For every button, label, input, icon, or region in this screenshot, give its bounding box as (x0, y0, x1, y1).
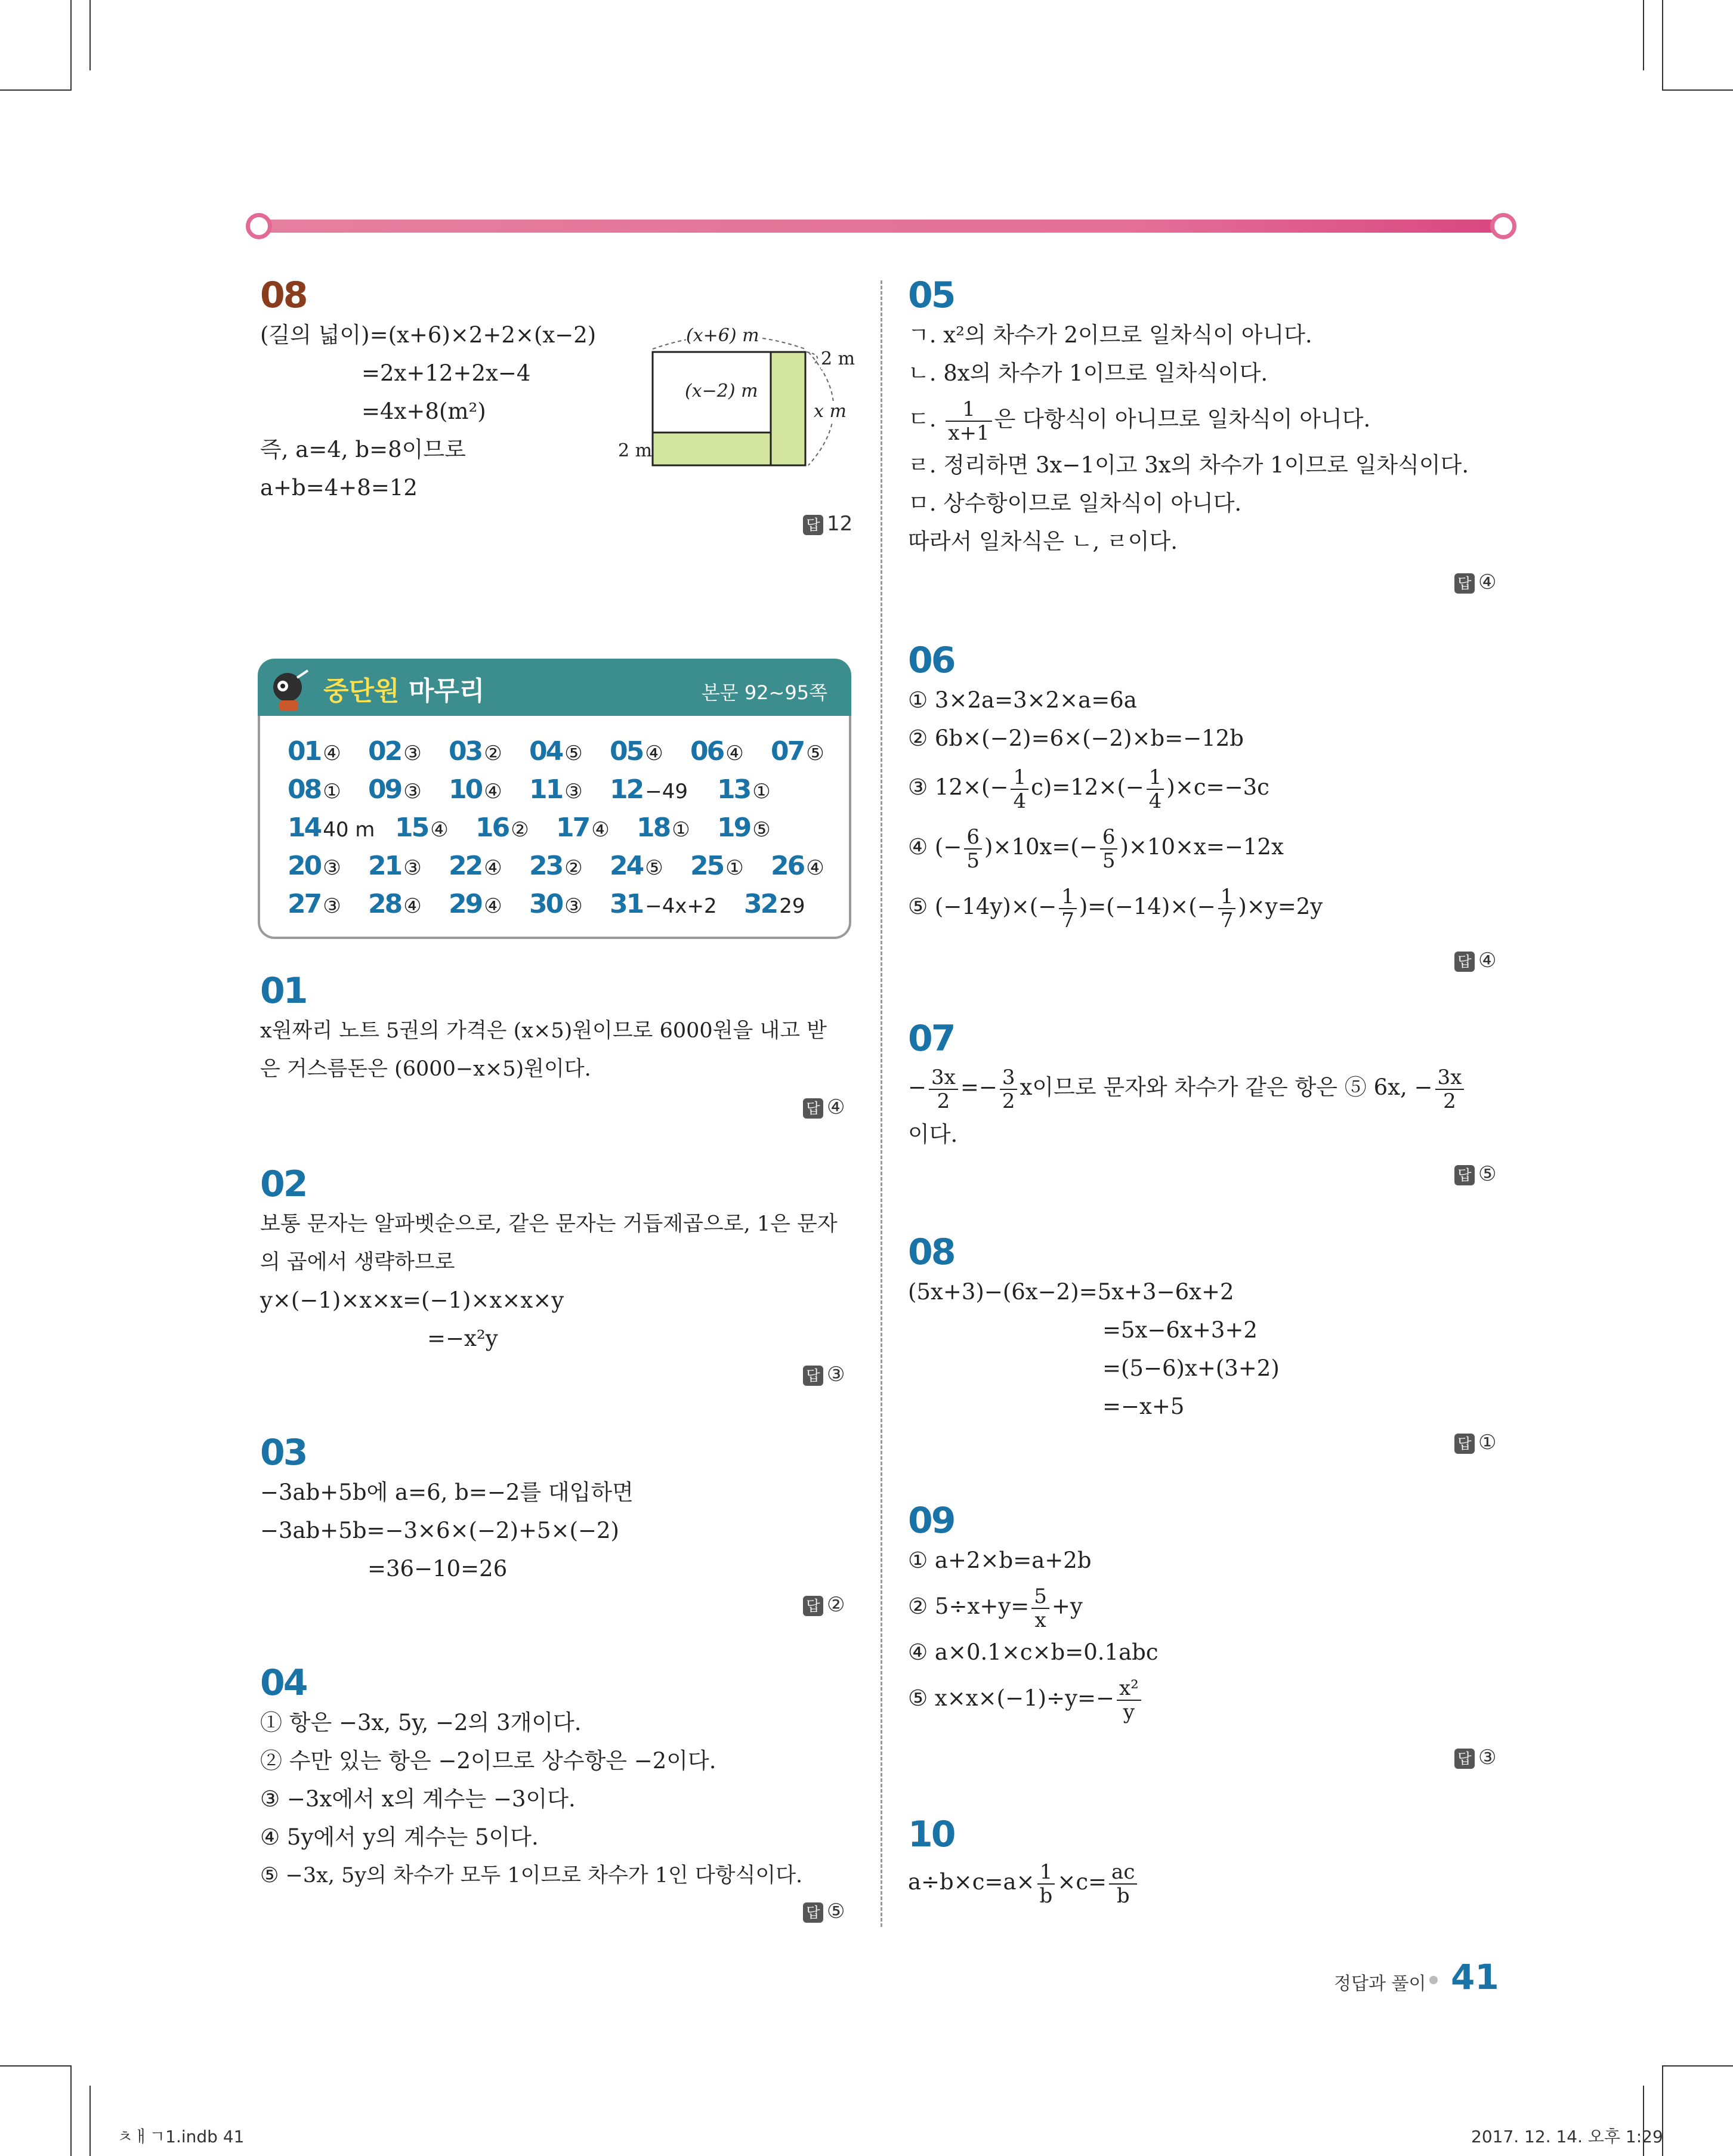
summary-item-answer: ① (725, 856, 744, 880)
problem-03 (260, 1432, 634, 1588)
summary-item-answer: ③ (403, 742, 422, 765)
problem-number: 04 (260, 1662, 307, 1704)
denominator: 2 (1443, 1089, 1456, 1113)
summary-item-answer: ③ (323, 856, 341, 880)
text: ⑤ (−14y)×(− (908, 894, 1057, 919)
answer-icon: 답 (803, 1366, 823, 1386)
solution-line: =2x+12+2x−4 (362, 360, 531, 386)
solution-line: (5x+3)−(6x−2)=5x+3−6x+2 (908, 1279, 1234, 1305)
summary-item-answer: ③ (323, 894, 341, 918)
summary-item-number: 02 (368, 736, 401, 767)
summary-item (610, 736, 663, 767)
chapter-summary-box (258, 659, 851, 945)
mascot-icon (262, 666, 310, 713)
denominator: 2 (937, 1089, 950, 1113)
summary-item (288, 813, 375, 843)
solution-line (908, 1855, 1139, 1909)
summary-item (368, 851, 422, 881)
text: c)=12×(− (1031, 774, 1144, 800)
summary-item-number: 06 (690, 736, 724, 767)
crop-mark (70, 0, 72, 91)
fraction (1037, 1861, 1055, 1907)
summary-item-number: 22 (449, 851, 482, 881)
summary-item-number: 27 (288, 889, 321, 919)
answer-icon: 답 (1454, 573, 1475, 594)
summary-item-number: 10 (449, 774, 482, 805)
fraction (1147, 766, 1164, 813)
summary-item (610, 889, 717, 919)
summary-item-number: 19 (717, 813, 750, 843)
solution-line: ⑤ −3x, 5y의 차수가 모두 1이므로 차수가 1인 다항식이다. (260, 1864, 803, 1888)
answer-icon: 답 (803, 1902, 823, 1923)
numerator: 1 (946, 398, 991, 422)
summary-item-answer: ④ (484, 856, 502, 880)
problem-09 (908, 1500, 1159, 1725)
text: )×c=−3c (1166, 774, 1269, 800)
denominator: 5 (966, 848, 980, 873)
fraction (929, 1066, 958, 1113)
solution-line: ① 3×2a=3×2×a=6a (908, 687, 1137, 713)
solution-line: =4x+8(m²) (362, 399, 486, 424)
summary-item-number: 09 (368, 774, 401, 805)
fraction (1435, 1066, 1465, 1113)
answer-value: 12 (827, 512, 853, 536)
problem-number: 01 (260, 970, 307, 1012)
answer-09 (1454, 1746, 1496, 1769)
summary-item-number: 16 (475, 813, 509, 843)
summary-item-answer: ① (672, 818, 690, 842)
problem-number: 09 (908, 1500, 954, 1542)
answer-value: ③ (1478, 1746, 1497, 1769)
fraction (1000, 1066, 1018, 1113)
solution-line: −3ab+5b=−3×6×(−2)+5×(−2) (260, 1518, 619, 1543)
problem-number: 10 (908, 1814, 954, 1855)
answer-08-right (1454, 1431, 1496, 1454)
summary-item (529, 889, 583, 919)
numerator: 3x (1435, 1066, 1465, 1090)
denominator: x (1034, 1608, 1046, 1632)
text: +y (1051, 1593, 1083, 1619)
summary-item (449, 851, 502, 881)
answer-icon: 답 (803, 1098, 823, 1119)
numerator: 6 (1100, 826, 1118, 850)
summary-item-answer: ④ (403, 894, 422, 918)
figure-label-top: (x+6) m (686, 325, 759, 346)
summary-item-answer: 40 m (323, 818, 375, 842)
answer-value: ④ (1478, 949, 1497, 972)
summary-item-answer: ④ (323, 742, 341, 765)
solution-line: =(5−6)x+(3+2) (1102, 1355, 1280, 1381)
summary-item-number: 30 (529, 889, 563, 919)
summary-item-answer: ④ (430, 818, 449, 842)
problem-number: 05 (908, 274, 954, 316)
summary-item (529, 736, 583, 767)
crop-mark (0, 2065, 70, 2067)
footer-dot (1429, 1976, 1438, 1984)
problem-04 (260, 1662, 802, 1895)
summary-item (449, 889, 502, 919)
fraction (1011, 766, 1028, 813)
summary-item (288, 736, 341, 767)
summary-item-number: 25 (690, 851, 724, 881)
fraction (1059, 885, 1077, 932)
answer-icon: 답 (803, 1596, 823, 1616)
solution-line (908, 758, 1323, 817)
summary-item-answer: ③ (564, 894, 583, 918)
solution-line: 은 거스름돈은 (6000−x×5)원이다. (260, 1057, 591, 1081)
answer-icon: 답 (1454, 952, 1475, 972)
solution-line: ㄴ. 8x의 차수가 1이므로 일차식이다. (908, 360, 1268, 386)
answer-icon: 답 (1454, 1749, 1475, 1769)
numerator: 1 (1011, 766, 1028, 790)
denominator: b (1116, 1883, 1130, 1908)
crop-mark (1643, 0, 1644, 70)
solution-line: 의 곱에서 생략하므로 (260, 1250, 455, 1274)
figure-label-right: x m (814, 401, 847, 422)
solution-line: y×(−1)×x×x=(−1)×x×x×y (260, 1287, 564, 1313)
denominator: 7 (1061, 908, 1074, 932)
denominator: x+1 (948, 421, 990, 445)
summary-item-number: 01 (288, 736, 321, 767)
summary-item-number: 29 (449, 889, 482, 919)
summary-item-number: 13 (717, 774, 750, 805)
numerator: 1 (1059, 885, 1077, 909)
solution-line: ① a+2×b=a+2b (908, 1547, 1092, 1573)
column-divider (881, 280, 882, 1927)
denominator: 7 (1220, 908, 1234, 932)
text: ㄷ. (908, 406, 937, 432)
summary-item (395, 813, 449, 843)
denominator: 2 (1002, 1089, 1015, 1113)
solution-line: 이다. (908, 1122, 958, 1147)
summary-item-answer: ② (511, 818, 529, 842)
summary-item (368, 736, 422, 767)
answer-value: ④ (827, 1095, 845, 1119)
solution-line: =−x+5 (1102, 1394, 1185, 1419)
summary-item-number: 21 (368, 851, 401, 881)
crop-mark (70, 2065, 72, 2156)
summary-item (717, 813, 771, 843)
solution-line: ① 항은 −3x, 5y, −2의 3개이다. (260, 1710, 582, 1735)
fraction (946, 398, 991, 444)
summary-item-number: 15 (395, 813, 428, 843)
fraction (1117, 1677, 1141, 1723)
text: 은 다항식이 아니므로 일차식이 아니다. (994, 406, 1371, 432)
crop-mark (89, 0, 91, 70)
answer-value: ⑤ (1478, 1162, 1497, 1186)
fraction (1100, 826, 1118, 872)
summary-item (556, 813, 610, 843)
denominator: 4 (1013, 789, 1027, 813)
summary-item-number: 14 (288, 813, 321, 843)
solution-line: =−x²y (427, 1326, 498, 1351)
solution-line: −3ab+5b에 a=6, b=−2를 대입하면 (260, 1479, 634, 1505)
solution-line: =5x−6x+3+2 (1102, 1317, 1258, 1343)
solution-line: (길의 넓이)=(x+6)×2+2×(x−2) (260, 322, 597, 348)
summary-item-answer: ③ (403, 856, 422, 880)
summary-title-highlight: 중단원 (323, 676, 400, 706)
summary-item-answer: ① (323, 780, 341, 804)
problem-number: 02 (260, 1163, 307, 1205)
text: =− (960, 1074, 997, 1100)
denominator: y (1123, 1700, 1135, 1724)
numerator: ac (1109, 1861, 1137, 1885)
footer-filename: ㅊㅐㄱ1.indb 41 (117, 2127, 245, 2146)
numerator: 1 (1037, 1861, 1055, 1885)
solution-line: ④ a×0.1×c×b=0.1abc (908, 1639, 1159, 1665)
figure-label-left: 2 m (618, 440, 653, 461)
summary-item-number: 23 (529, 851, 563, 881)
summary-item-answer: −4x+2 (645, 894, 717, 918)
fraction (964, 826, 982, 872)
solution-line: 따라서 일차식은 ㄴ, ㄹ이다. (908, 529, 1178, 554)
answer-value: ② (827, 1593, 845, 1617)
problem-06 (908, 640, 1323, 937)
solution-line: a+b=4+8=12 (260, 475, 418, 501)
solution-line (908, 1060, 1466, 1116)
solution-line: ㄱ. x²의 차수가 2이므로 일차식이 아니다. (908, 322, 1312, 348)
summary-item-answer: ⑤ (806, 742, 824, 765)
numerator: 1 (1147, 766, 1164, 790)
summary-item-number: 07 (771, 736, 804, 767)
summary-item-number: 11 (529, 774, 563, 805)
problem-number: 03 (260, 1432, 307, 1474)
summary-item-number: 26 (771, 851, 804, 881)
summary-item-answer: ④ (484, 894, 502, 918)
text: − (908, 1074, 927, 1100)
fraction (1218, 885, 1236, 932)
crop-mark (1662, 2065, 1733, 2067)
footer-section-label: 정답과 풀이 (1334, 1973, 1426, 1994)
summary-item-answer: ④ (591, 818, 610, 842)
solution-line: ㄹ. 정리하면 3x−1이고 3x의 차수가 1이므로 일차식이다. (908, 452, 1469, 478)
answer-03 (803, 1593, 845, 1617)
solution-line (908, 393, 1469, 446)
answer-02 (803, 1363, 845, 1386)
fraction (1031, 1585, 1049, 1632)
problem-10 (908, 1814, 1139, 1909)
answer-06 (1454, 949, 1496, 972)
solution-line: 즉, a=4, b=8이므로 (260, 437, 466, 462)
summary-item (529, 774, 583, 805)
solution-line: ② 수만 있는 항은 −2이므로 상수항은 −2이다. (260, 1748, 716, 1774)
text: x이므로 문자와 차수가 같은 항은 ⑤ 6x, − (1020, 1074, 1433, 1100)
text: )×10×x=−12x (1120, 834, 1284, 860)
numerator: 6 (964, 826, 982, 850)
solution-line (908, 1580, 1159, 1633)
text: )=(−14)×(− (1079, 894, 1216, 919)
summary-item-answer: ④ (725, 742, 744, 765)
text: ×c= (1057, 1869, 1107, 1895)
problem-number: 06 (908, 640, 954, 681)
summary-item (368, 889, 422, 919)
summary-item-number: 08 (288, 774, 321, 805)
problem-number: 08 (908, 1231, 954, 1273)
crop-mark (0, 89, 70, 91)
summary-item-number: 20 (288, 851, 321, 881)
figure-label-right-top: 2 m (821, 348, 855, 369)
summary-item-number: 18 (637, 813, 670, 843)
summary-item-number: 05 (610, 736, 643, 767)
header-bar (258, 220, 1505, 233)
summary-item (449, 774, 502, 805)
problem-number: 07 (908, 1018, 954, 1060)
answer-01 (803, 1095, 845, 1119)
answer-icon: 답 (1454, 1434, 1475, 1454)
summary-item (771, 851, 824, 881)
answer-04 (803, 1899, 845, 1923)
solution-line: ④ 5y에서 y의 계수는 5이다. (260, 1824, 539, 1850)
solution-line: 보통 문자는 알파벳순으로, 같은 문자는 거듭제곱으로, 1은 문자 (260, 1212, 838, 1236)
summary-item (610, 851, 663, 881)
summary-item (610, 774, 688, 805)
summary-item-answer: ② (564, 856, 583, 880)
solution-line: ② 6b×(−2)=6×(−2)×b=−12b (908, 725, 1244, 751)
summary-item (690, 736, 744, 767)
crop-mark (89, 2086, 91, 2156)
summary-item (529, 851, 583, 881)
denominator: 5 (1102, 848, 1116, 873)
summary-item-answer: −49 (645, 780, 688, 804)
summary-item-answer: ③ (564, 780, 583, 804)
summary-item-answer: ⑤ (564, 742, 583, 765)
summary-item (288, 774, 341, 805)
answer-08-left (803, 512, 852, 536)
summary-item (744, 889, 805, 919)
header-bar-dot-left (246, 213, 272, 239)
problem-02 (260, 1163, 838, 1358)
text: ② 5÷x+y= (908, 1593, 1030, 1619)
summary-item-number: 12 (610, 774, 643, 805)
summary-title (323, 669, 484, 708)
problem-08-right (908, 1231, 1280, 1426)
summary-item-number: 17 (556, 813, 589, 843)
summary-item-number: 03 (449, 736, 482, 767)
numerator: 5 (1031, 1585, 1049, 1609)
solution-line: ㅁ. 상수항이므로 일차식이 아니다. (908, 490, 1242, 516)
summary-item (475, 813, 529, 843)
text: ④ (− (908, 834, 962, 860)
problem-07 (908, 1018, 1466, 1154)
problem-number: 08 (260, 274, 307, 316)
summary-item-number: 04 (529, 736, 563, 767)
page-number: 41 (1451, 1957, 1499, 1997)
text: )×10x=(− (984, 834, 1098, 860)
denominator: b (1039, 1883, 1053, 1908)
summary-item-number: 24 (610, 851, 643, 881)
summary-item-number: 32 (744, 889, 777, 919)
summary-item-number: 31 (610, 889, 643, 919)
summary-item-answer: 29 (779, 894, 805, 918)
solution-line: x원짜리 노트 5권의 가격은 (x×5)원이므로 6000원을 내고 받 (260, 1019, 827, 1043)
summary-item (288, 851, 341, 881)
solution-line: ③ −3x에서 x의 계수는 −3이다. (260, 1786, 576, 1812)
solution-line (908, 817, 1323, 877)
footer-date: 2017. 12. 14. 오후 1:29 (1471, 2127, 1663, 2146)
summary-item-answer: ② (484, 742, 502, 765)
text: a÷b×c=a× (908, 1869, 1035, 1895)
summary-item-answer: ④ (645, 742, 663, 765)
summary-item-answer: ⑤ (752, 818, 771, 842)
text: ③ 12×(− (908, 774, 1009, 800)
summary-item (690, 851, 744, 881)
summary-item (288, 889, 341, 919)
summary-item-answer: ① (752, 780, 771, 804)
crop-mark (1662, 89, 1733, 91)
answer-value: ③ (827, 1363, 845, 1386)
answer-icon: 답 (1454, 1165, 1475, 1185)
numerator: x² (1117, 1677, 1141, 1701)
text: ⑤ x×x×(−1)÷y=− (908, 1685, 1114, 1711)
summary-item (637, 813, 690, 843)
answer-05 (1454, 570, 1496, 594)
summary-item (771, 736, 824, 767)
figure-label-inner: (x−2) m (685, 381, 758, 401)
answer-icon: 답 (803, 515, 823, 535)
summary-title-rest: 마무리 (408, 676, 485, 706)
summary-item-answer: ③ (403, 780, 422, 804)
summary-header (258, 659, 851, 718)
fraction (1109, 1861, 1137, 1907)
denominator: 4 (1148, 789, 1162, 813)
answer-07 (1454, 1162, 1496, 1186)
summary-item-number: 28 (368, 889, 401, 919)
answer-value: ① (1478, 1431, 1497, 1454)
problem-01 (260, 970, 827, 1088)
summary-page-ref: 본문 92~95쪽 (701, 681, 827, 704)
numerator: 3 (1000, 1066, 1018, 1090)
summary-item (368, 774, 422, 805)
solution-line (908, 877, 1323, 937)
header-bar-dot-right (1490, 213, 1516, 239)
numerator: 1 (1218, 885, 1236, 909)
solution-line (908, 1672, 1159, 1725)
summary-item-answer: ④ (806, 856, 824, 880)
summary-item-answer: ④ (484, 780, 502, 804)
summary-item (717, 774, 771, 805)
crop-mark (1662, 0, 1663, 91)
problem-05 (908, 274, 1469, 561)
numerator: 3x (929, 1066, 958, 1090)
text: )×y=2y (1238, 894, 1323, 919)
summary-item-answer: ⑤ (645, 856, 663, 880)
problem-08-left (260, 274, 596, 507)
summary-item (449, 736, 502, 767)
solution-line: =36−10=26 (367, 1556, 508, 1582)
answer-value: ⑤ (827, 1899, 845, 1923)
answer-value: ④ (1478, 570, 1497, 594)
